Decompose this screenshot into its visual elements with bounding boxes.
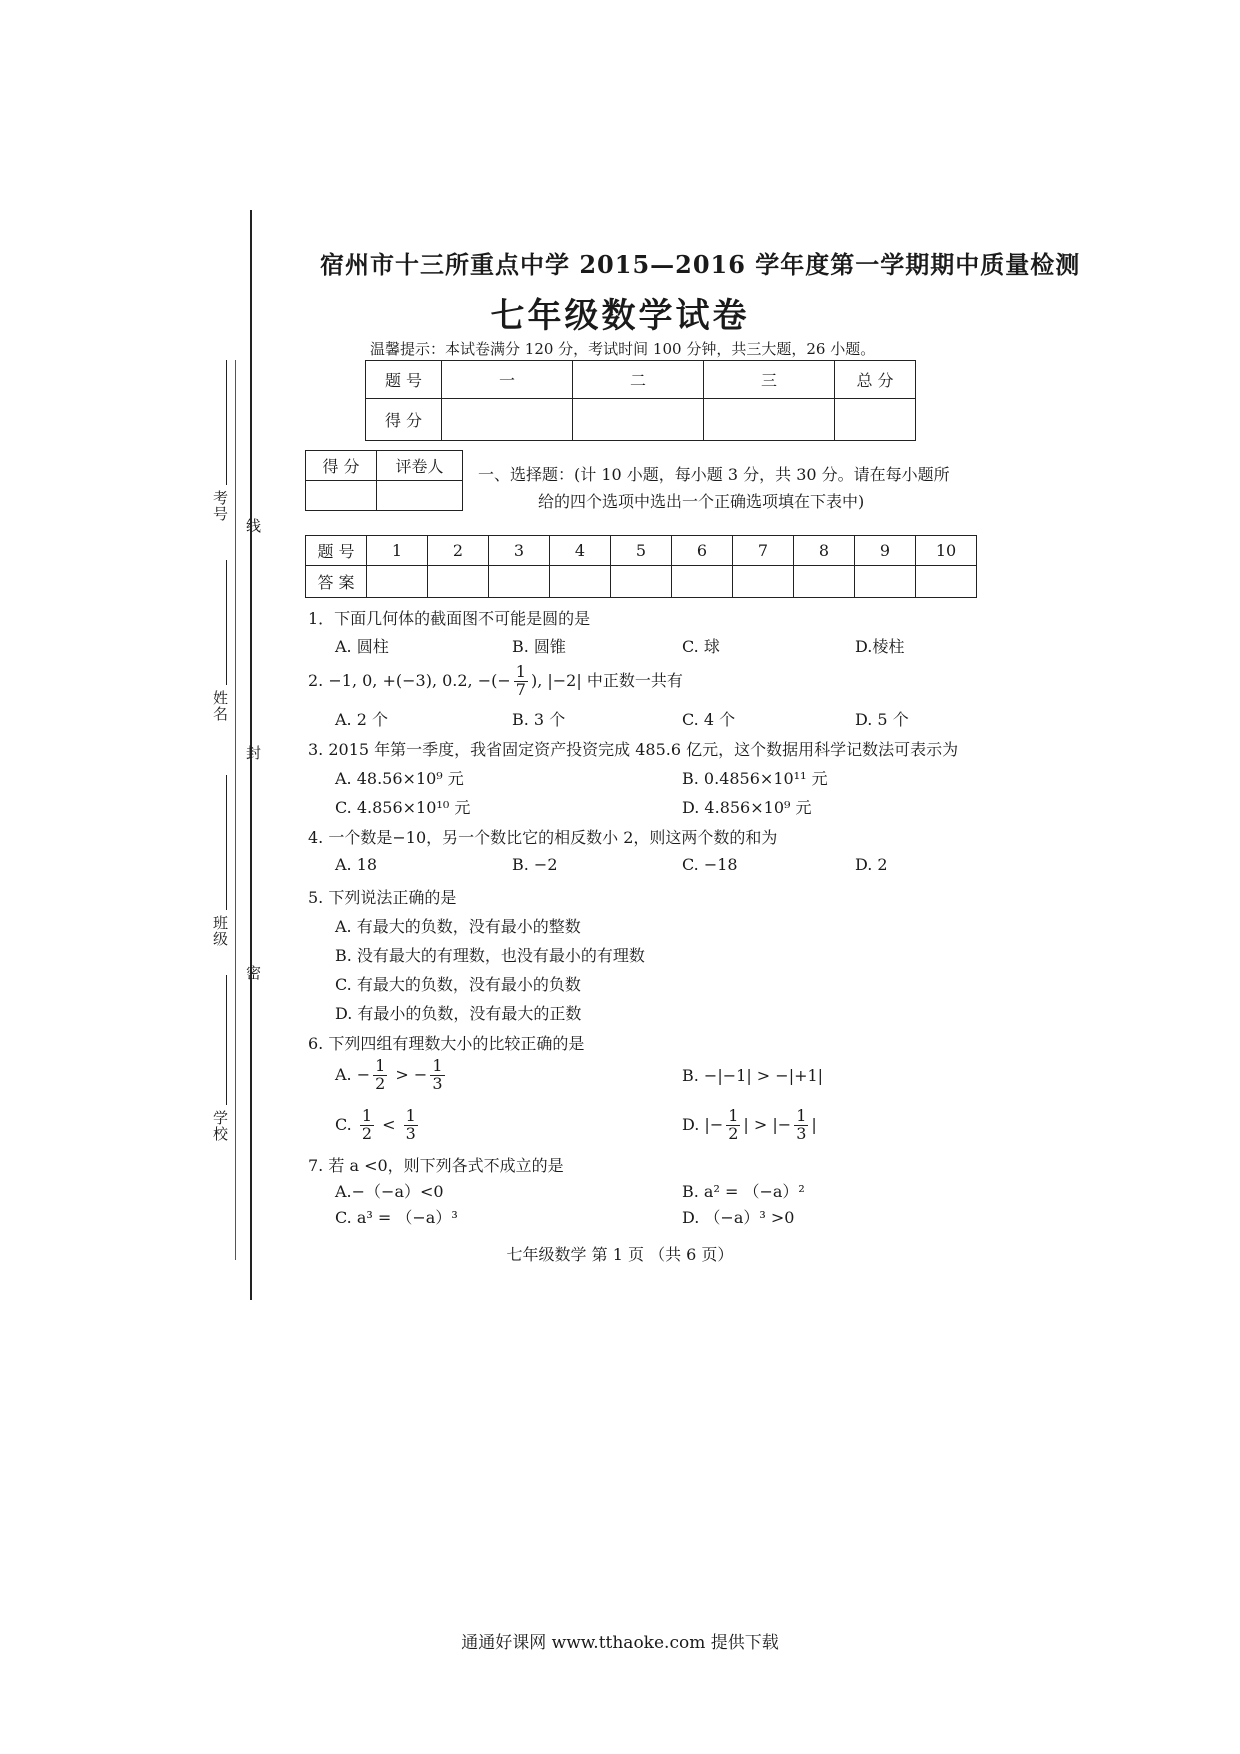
xian-mark: 线: [244, 518, 262, 534]
question-6-option-c: [335, 1108, 421, 1143]
answer-num-8: 8: [794, 536, 855, 566]
score-table-section-3: 三: [704, 361, 835, 399]
question-6-option-d: [682, 1108, 817, 1143]
question-7-option-d: D. （−a）³ >0: [682, 1208, 795, 1227]
question-6-c-frac-2: [404, 1108, 418, 1143]
answer-cell-3[interactable]: [489, 566, 550, 598]
question-4-stem: 4. 一个数是−10，另一个数比它的相反数小 2，则这两个数的和为: [308, 828, 778, 847]
class-field-line: [226, 775, 227, 910]
school-field-line: [226, 975, 227, 1105]
binding-line-inner: [235, 360, 236, 1260]
question-4-option-a: A. 18: [335, 855, 378, 874]
grader-table: [305, 450, 463, 511]
question-3-option-b: B. 0.4856×10¹¹ 元: [682, 769, 828, 788]
question-6-c-frac-2-num: 1: [405, 1106, 416, 1125]
score-table-total: 总 分: [835, 361, 916, 399]
question-5-option-a: A. 有最大的负数，没有最小的整数: [335, 917, 581, 936]
question-6-c-frac-1-num: 1: [361, 1106, 373, 1125]
score-cell-total[interactable]: [835, 399, 916, 441]
answer-num-7: 7: [733, 536, 794, 566]
answer-num-2: 2: [428, 536, 489, 566]
section1-heading-cont: 给的四个选项中选出一个正确选项填在下表中): [538, 492, 865, 511]
question-2-stem-start: 2. −1, 0, +(−3), 0.2, −(−: [308, 670, 511, 690]
grader-name-label: 评卷人: [377, 451, 463, 481]
question-2-option-a: A. 2 个: [335, 710, 388, 729]
question-1-option-a: A. 圆柱: [335, 637, 389, 656]
question-6-d-suffix: |: [811, 1114, 817, 1134]
question-6-d-frac-2-num: 1: [796, 1106, 807, 1125]
grader-name-cell[interactable]: [377, 481, 463, 511]
school-header: 宿州市十三所重点中学 2015—2016 学年度第一学期期中质量检测: [320, 250, 1081, 279]
question-2-stem: [308, 664, 683, 699]
question-6-d-frac-2: [794, 1108, 808, 1143]
question-3-stem: 3. 2015 年第一季度，我省固定资产投资完成 485.6 亿元，这个数据用科学记数法可表示为: [308, 740, 959, 759]
answer-num-3: 3: [489, 536, 550, 566]
question-6-c-frac-1-den: 2: [361, 1123, 373, 1143]
mi-mark: 密: [244, 965, 262, 981]
question-6-option-a: [335, 1058, 448, 1093]
question-5-option-c: C. 有最大的负数，没有最小的负数: [335, 975, 581, 994]
question-5-option-d: D. 有最小的负数，没有最大的正数: [335, 1004, 582, 1023]
answer-table-num-label: 题 号: [306, 536, 367, 566]
question-7-stem: 7. 若 a <0，则下列各式不成立的是: [308, 1156, 564, 1175]
answer-cell-7[interactable]: [733, 566, 794, 598]
question-6-a-frac-2-num: 1: [432, 1056, 443, 1075]
question-6-a-frac-1-den: 2: [375, 1073, 386, 1093]
question-3-option-a: A. 48.56×10⁹ 元: [335, 769, 464, 788]
question-6-option-b: B. −|−1| > −|+1|: [682, 1066, 824, 1085]
question-1-option-c: C. 球: [682, 637, 720, 656]
download-note: 通通好课网 www.tthaoke.com 提供下载: [461, 1633, 779, 1653]
question-6-a-frac-2: [430, 1058, 444, 1093]
answer-cell-8[interactable]: [794, 566, 855, 598]
question-2-option-b: B. 3 个: [512, 710, 566, 729]
question-7-option-b: B. a² = （−a）²: [682, 1182, 805, 1201]
answer-cell-1[interactable]: [367, 566, 428, 598]
answer-cell-9[interactable]: [855, 566, 916, 598]
grader-score-cell[interactable]: [306, 481, 377, 511]
answer-num-5: 5: [611, 536, 672, 566]
score-table-row-label: 得 分: [366, 399, 442, 441]
class-label: 班级: [211, 915, 229, 947]
question-6-d-frac-1: [726, 1108, 740, 1143]
exam-number-field-line: [226, 360, 227, 485]
question-4-option-c: C. −18: [682, 855, 738, 874]
question-6-stem: 6. 下列四组有理数大小的比较正确的是: [308, 1034, 585, 1053]
question-6-a-prefix: A. −: [335, 1064, 371, 1084]
question-6-d-frac-2-den: 3: [796, 1123, 807, 1143]
exam-number-label: 考号: [211, 490, 229, 522]
question-2-fraction: [514, 664, 528, 699]
section1-heading: 一、选择题：(计 10 小题，每小题 3 分，共 30 分。请在每小题所: [478, 465, 950, 484]
answer-cell-6[interactable]: [672, 566, 733, 598]
answer-num-9: 9: [855, 536, 916, 566]
question-1-option-d: D.棱柱: [855, 637, 905, 656]
question-7-option-a: A.−（−a）<0: [335, 1182, 444, 1201]
question-6-a-mid: > −: [390, 1064, 428, 1084]
answer-cell-5[interactable]: [611, 566, 672, 598]
answer-cell-2[interactable]: [428, 566, 489, 598]
question-6-c-frac-1: [360, 1108, 374, 1143]
question-2-fraction-den: 7: [515, 679, 526, 699]
question-7-option-c: C. a³ = （−a）³: [335, 1208, 458, 1227]
answer-cell-4[interactable]: [550, 566, 611, 598]
answer-num-10: 10: [916, 536, 977, 566]
question-3-option-c: C. 4.856×10¹⁰ 元: [335, 798, 471, 817]
page-footer: 七年级数学 第 1 页 （共 6 页）: [506, 1245, 734, 1264]
answer-num-6: 6: [672, 536, 733, 566]
answer-num-1: 1: [367, 536, 428, 566]
exam-notice: 温馨提示：本试卷满分 120 分，考试时间 100 分钟，共三大题，26 小题。: [370, 340, 876, 358]
score-summary-table: [365, 360, 916, 441]
grader-score-label: 得 分: [306, 451, 377, 481]
name-label: 姓名: [211, 690, 229, 722]
question-6-d-prefix: D. |−: [682, 1114, 724, 1134]
question-2-option-d: D. 5 个: [855, 710, 909, 729]
answer-table: [305, 535, 977, 598]
question-6-d-mid: | > |−: [743, 1114, 792, 1134]
school-label: 学校: [211, 1110, 229, 1142]
answer-table-ans-label: 答 案: [306, 566, 367, 598]
question-6-a-frac-1: [373, 1058, 387, 1093]
question-1-option-b: B. 圆锥: [512, 637, 566, 656]
question-6-c-mid: <: [377, 1114, 401, 1134]
question-6-c-prefix: C.: [335, 1114, 357, 1134]
answer-cell-10[interactable]: [916, 566, 977, 598]
score-table-section-1: 一: [442, 361, 573, 399]
question-1-stem: 1．下面几何体的截面图不可能是圆的是: [308, 609, 591, 628]
answer-num-4: 4: [550, 536, 611, 566]
question-6-d-frac-1-num: 1: [728, 1106, 739, 1125]
name-field-line: [226, 560, 227, 685]
question-4-option-d: D. 2: [855, 855, 888, 874]
page-title: 七年级数学试卷: [490, 296, 750, 336]
question-6-a-frac-2-den: 3: [432, 1073, 443, 1093]
question-2-stem-end: ), |−2| 中正数一共有: [530, 670, 683, 690]
score-cell-2[interactable]: [573, 399, 704, 441]
score-cell-3[interactable]: [704, 399, 835, 441]
question-6-a-frac-1-num: 1: [375, 1056, 386, 1075]
question-2-fraction-num: 1: [515, 662, 526, 681]
question-4-option-b: B. −2: [512, 855, 558, 874]
question-5-option-b: B. 没有最大的有理数，也没有最小的有理数: [335, 946, 645, 965]
question-5-stem: 5. 下列说法正确的是: [308, 888, 457, 907]
score-table-header-label: 题 号: [366, 361, 442, 399]
question-6-c-frac-2-den: 3: [405, 1123, 416, 1143]
score-table-section-2: 二: [573, 361, 704, 399]
feng-mark: 封: [244, 745, 262, 761]
question-6-d-frac-1-den: 2: [728, 1123, 739, 1143]
question-2-option-c: C. 4 个: [682, 710, 736, 729]
score-cell-1[interactable]: [442, 399, 573, 441]
question-3-option-d: D. 4.856×10⁹ 元: [682, 798, 812, 817]
